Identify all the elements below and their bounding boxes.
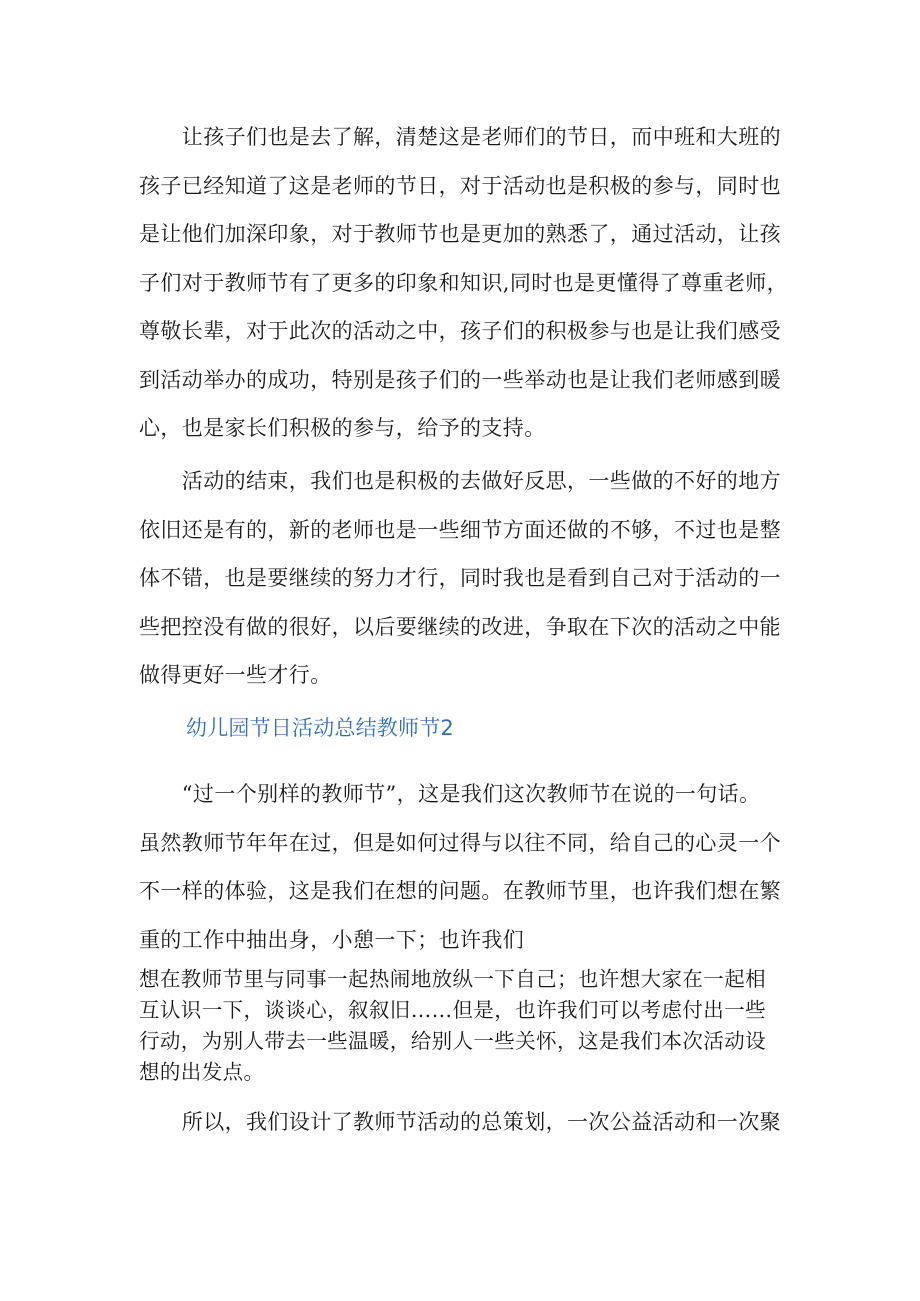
paragraph-2 <box>139 457 799 700</box>
paragraph-4 <box>139 1098 799 1147</box>
paragraph-line: 互认识一下，谈谈心，叙叙旧……但是，也许我们可以考虑付出一些 <box>139 998 766 1022</box>
paragraph-line: 体不错，也是要继续的努力才行，同时我也是看到自己对于活动的一 <box>139 566 781 590</box>
paragraph-line: 些把控没有做的很好，以后要继续的改进，争取在下次的活动之中能 <box>139 614 781 639</box>
paragraph-line: 依旧还是有的，新的老师也是一些细节方面还做的不够，不过也是整 <box>139 517 781 542</box>
paragraph-line: 虽然教师节年年在过，但是如何过得与以往不同，给自己的心灵一个 <box>139 830 781 855</box>
paragraph-line: 到活动举办的成功，特别是孩子们的一些举动也是让我们老师感到暖 <box>139 367 781 392</box>
paragraph-line: 不一样的体验，这是我们在想的问题。在教师节里，也许我们想在繁 <box>139 879 781 903</box>
paragraph-line: 重的工作中抽出身，小憩一下；也许我们 <box>139 927 525 952</box>
paragraph-line: 孩子已经知道了这是老师的节日，对于活动也是积极的参与，同时也 <box>139 173 781 198</box>
paragraph-line: 想在教师节里与同事一起热闹地放纵一下自己；也许想大家在一起相 <box>139 967 766 991</box>
paragraph-line: 尊敬长辈，对于此次的活动之中，孩子们的积极参与也是让我们感受 <box>139 319 781 343</box>
paragraph-line: 让孩子们也是去了解，清楚这是老师们的节日，而中班和大班的 <box>139 125 781 149</box>
paragraph-line: 做得更好一些才行。 <box>139 663 332 687</box>
paragraph-line: 子们对于教师节有了更多的印象和知识,同时也是更懂得了尊重老师， <box>139 270 789 295</box>
paragraph-line: 想的出发点。 <box>139 1060 265 1084</box>
paragraph-3-continued <box>139 964 799 1088</box>
paragraph-line: 是让他们加深印象，对于教师节也是更加的熟悉了，通过活动，让孩 <box>139 222 781 246</box>
paragraph-line: 活动的结束，我们也是积极的去做好反思，一些做的不好的地方 <box>139 469 781 493</box>
paragraph-3 <box>139 770 799 964</box>
paragraph-line: 所以，我们设计了教师节活动的总策划，一次公益活动和一次聚 <box>139 1110 781 1134</box>
paragraph-1 <box>139 113 799 453</box>
paragraph-line: 心，也是家长们积极的参与，给予的支持。 <box>139 416 546 440</box>
paragraph-line: 行动，为别人带去一些温暖，给别人一些关怀，这是我们本次活动设 <box>139 1029 766 1053</box>
section-heading: 幼儿园节日活动总结教师节2 <box>186 716 454 740</box>
paragraph-line: “过一个别样的教师节”，这是我们这次教师节在说的一句话。 <box>139 782 761 806</box>
